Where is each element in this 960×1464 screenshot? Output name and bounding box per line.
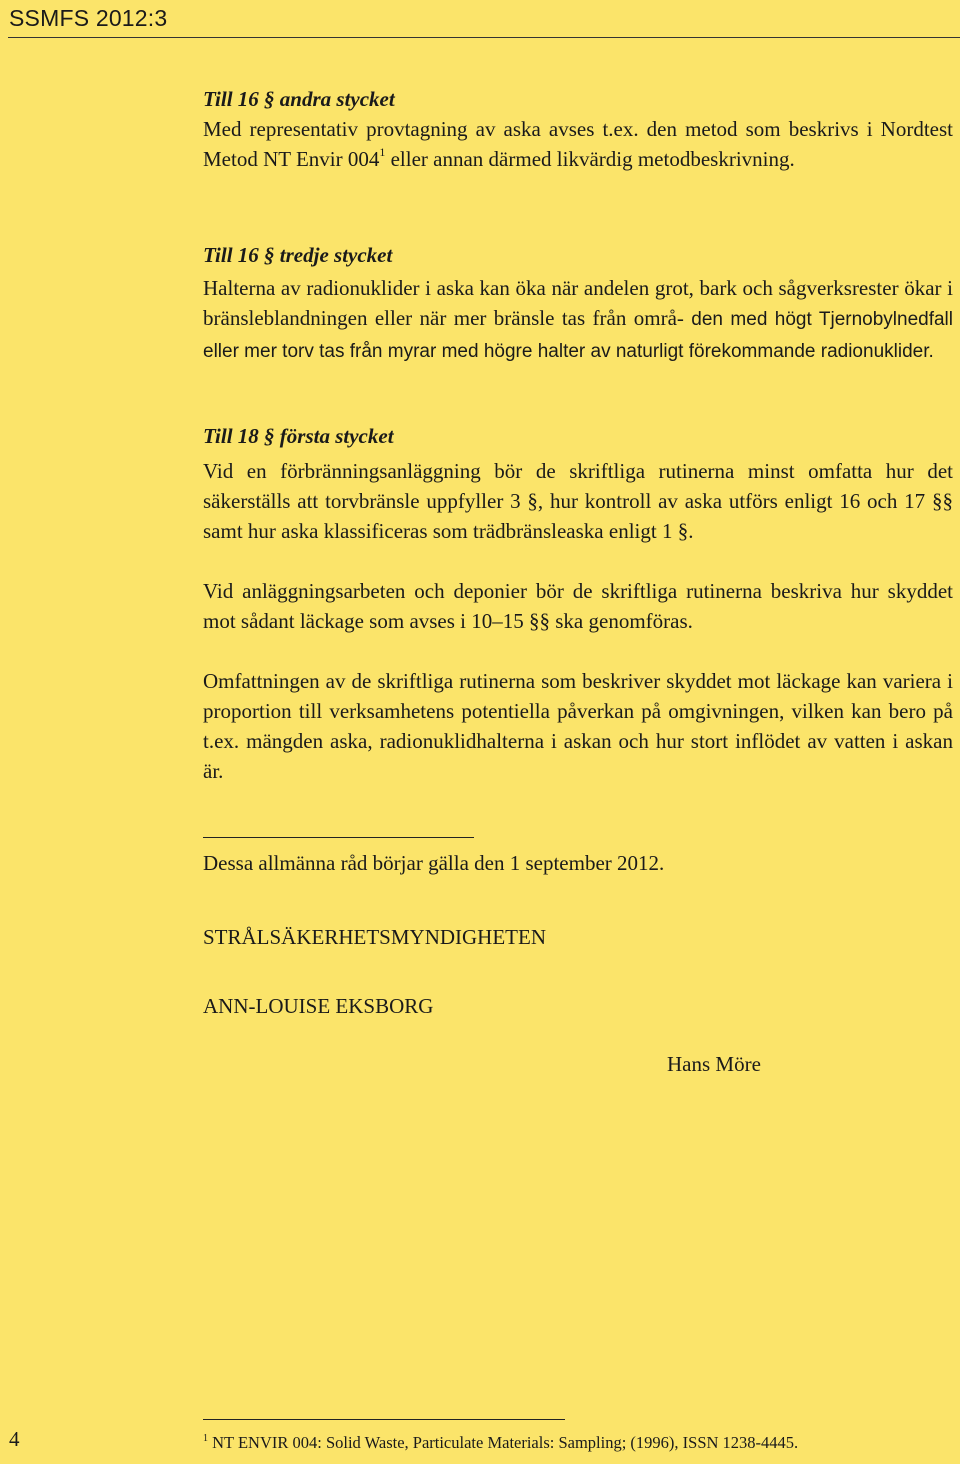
section-16-andra-stycket [203, 84, 953, 174]
paragraph-text: Halterna av radionuklider i aska kan öka när andelen grot, bark och sågverksrester ökar i bränsleblandningen eller när mer bränsle tas från områ- [203, 276, 953, 330]
signatory-name: ANN-LOUISE EKSBORG [203, 994, 434, 1018]
cosignatory-name: Hans Möre [667, 1052, 761, 1076]
section-heading: Till 16 § andra stycket [203, 87, 395, 111]
footnote-text: NT ENVIR 004: Solid Waste, Particulate Materials: Sampling; (1996), ISSN 1238-4445. [212, 1433, 799, 1452]
section-heading: Till 18 § första stycket [203, 424, 394, 448]
page-header [0, 0, 960, 40]
paragraph-text-sans: den med högt Tjernobylnedfall eller mer torv tas från myrar med högre halter av naturligt förekommande radionuklider. [203, 309, 953, 362]
footnote-marker: 1 [203, 1432, 208, 1444]
footnote [203, 1433, 798, 1453]
section-paragraph [203, 273, 953, 367]
effective-date: Dessa allmänna råd börjar gälla den 1 september 2012. [203, 851, 665, 875]
footnote-reference[interactable]: 1 [379, 145, 386, 159]
signature-rule [203, 837, 474, 838]
paragraph-text-cont: eller annan därmed likvärdig metodbeskrivning. [385, 147, 795, 171]
paragraph-1: Vid en förbränningsanläggning bör de skriftliga rutinerna minst omfatta hur det säkerställs att torvbränsle uppfyller 3 §, hur kontroll av aska utförs enligt 16 och 17 §§ samt hur aska klassificeras som trädbränsleaska enligt 1 §. [203, 459, 953, 543]
section-heading: Till 16 § tredje stycket [203, 243, 393, 267]
section-16-tredje-stycket [203, 240, 953, 367]
authority-name: STRÅLSÄKERHETSMYNDIGHETEN [203, 925, 546, 949]
section-paragraph [203, 114, 953, 174]
document-id: SSMFS 2012:3 [9, 5, 168, 31]
paragraph-text: Med representativ provtagning av aska avses t.ex. den metod som beskrivs i Nordtest Metod NT Envir 004 [203, 117, 953, 171]
paragraph-2: Vid anläggningsarbeten och deponier bör de skriftliga rutinerna beskriva hur skyddet mot sådant läckage som avses i 10–15 §§ ska genomföras. [203, 579, 953, 633]
section-18-forsta-stycket [203, 421, 953, 786]
header-rule [8, 37, 960, 38]
footnote-rule [203, 1419, 565, 1420]
paragraph-3: Omfattningen av de skriftliga rutinerna som beskriver skyddet mot läckage kan variera i proportion till verksamhetens potentiella påverkan på omgivningen, vilken kan bero på t.ex. mängden aska, radionuklidhalterna i askan och hur stort inflödet av vatten i askan är. [203, 669, 953, 783]
page-number: 4 [9, 1427, 20, 1451]
